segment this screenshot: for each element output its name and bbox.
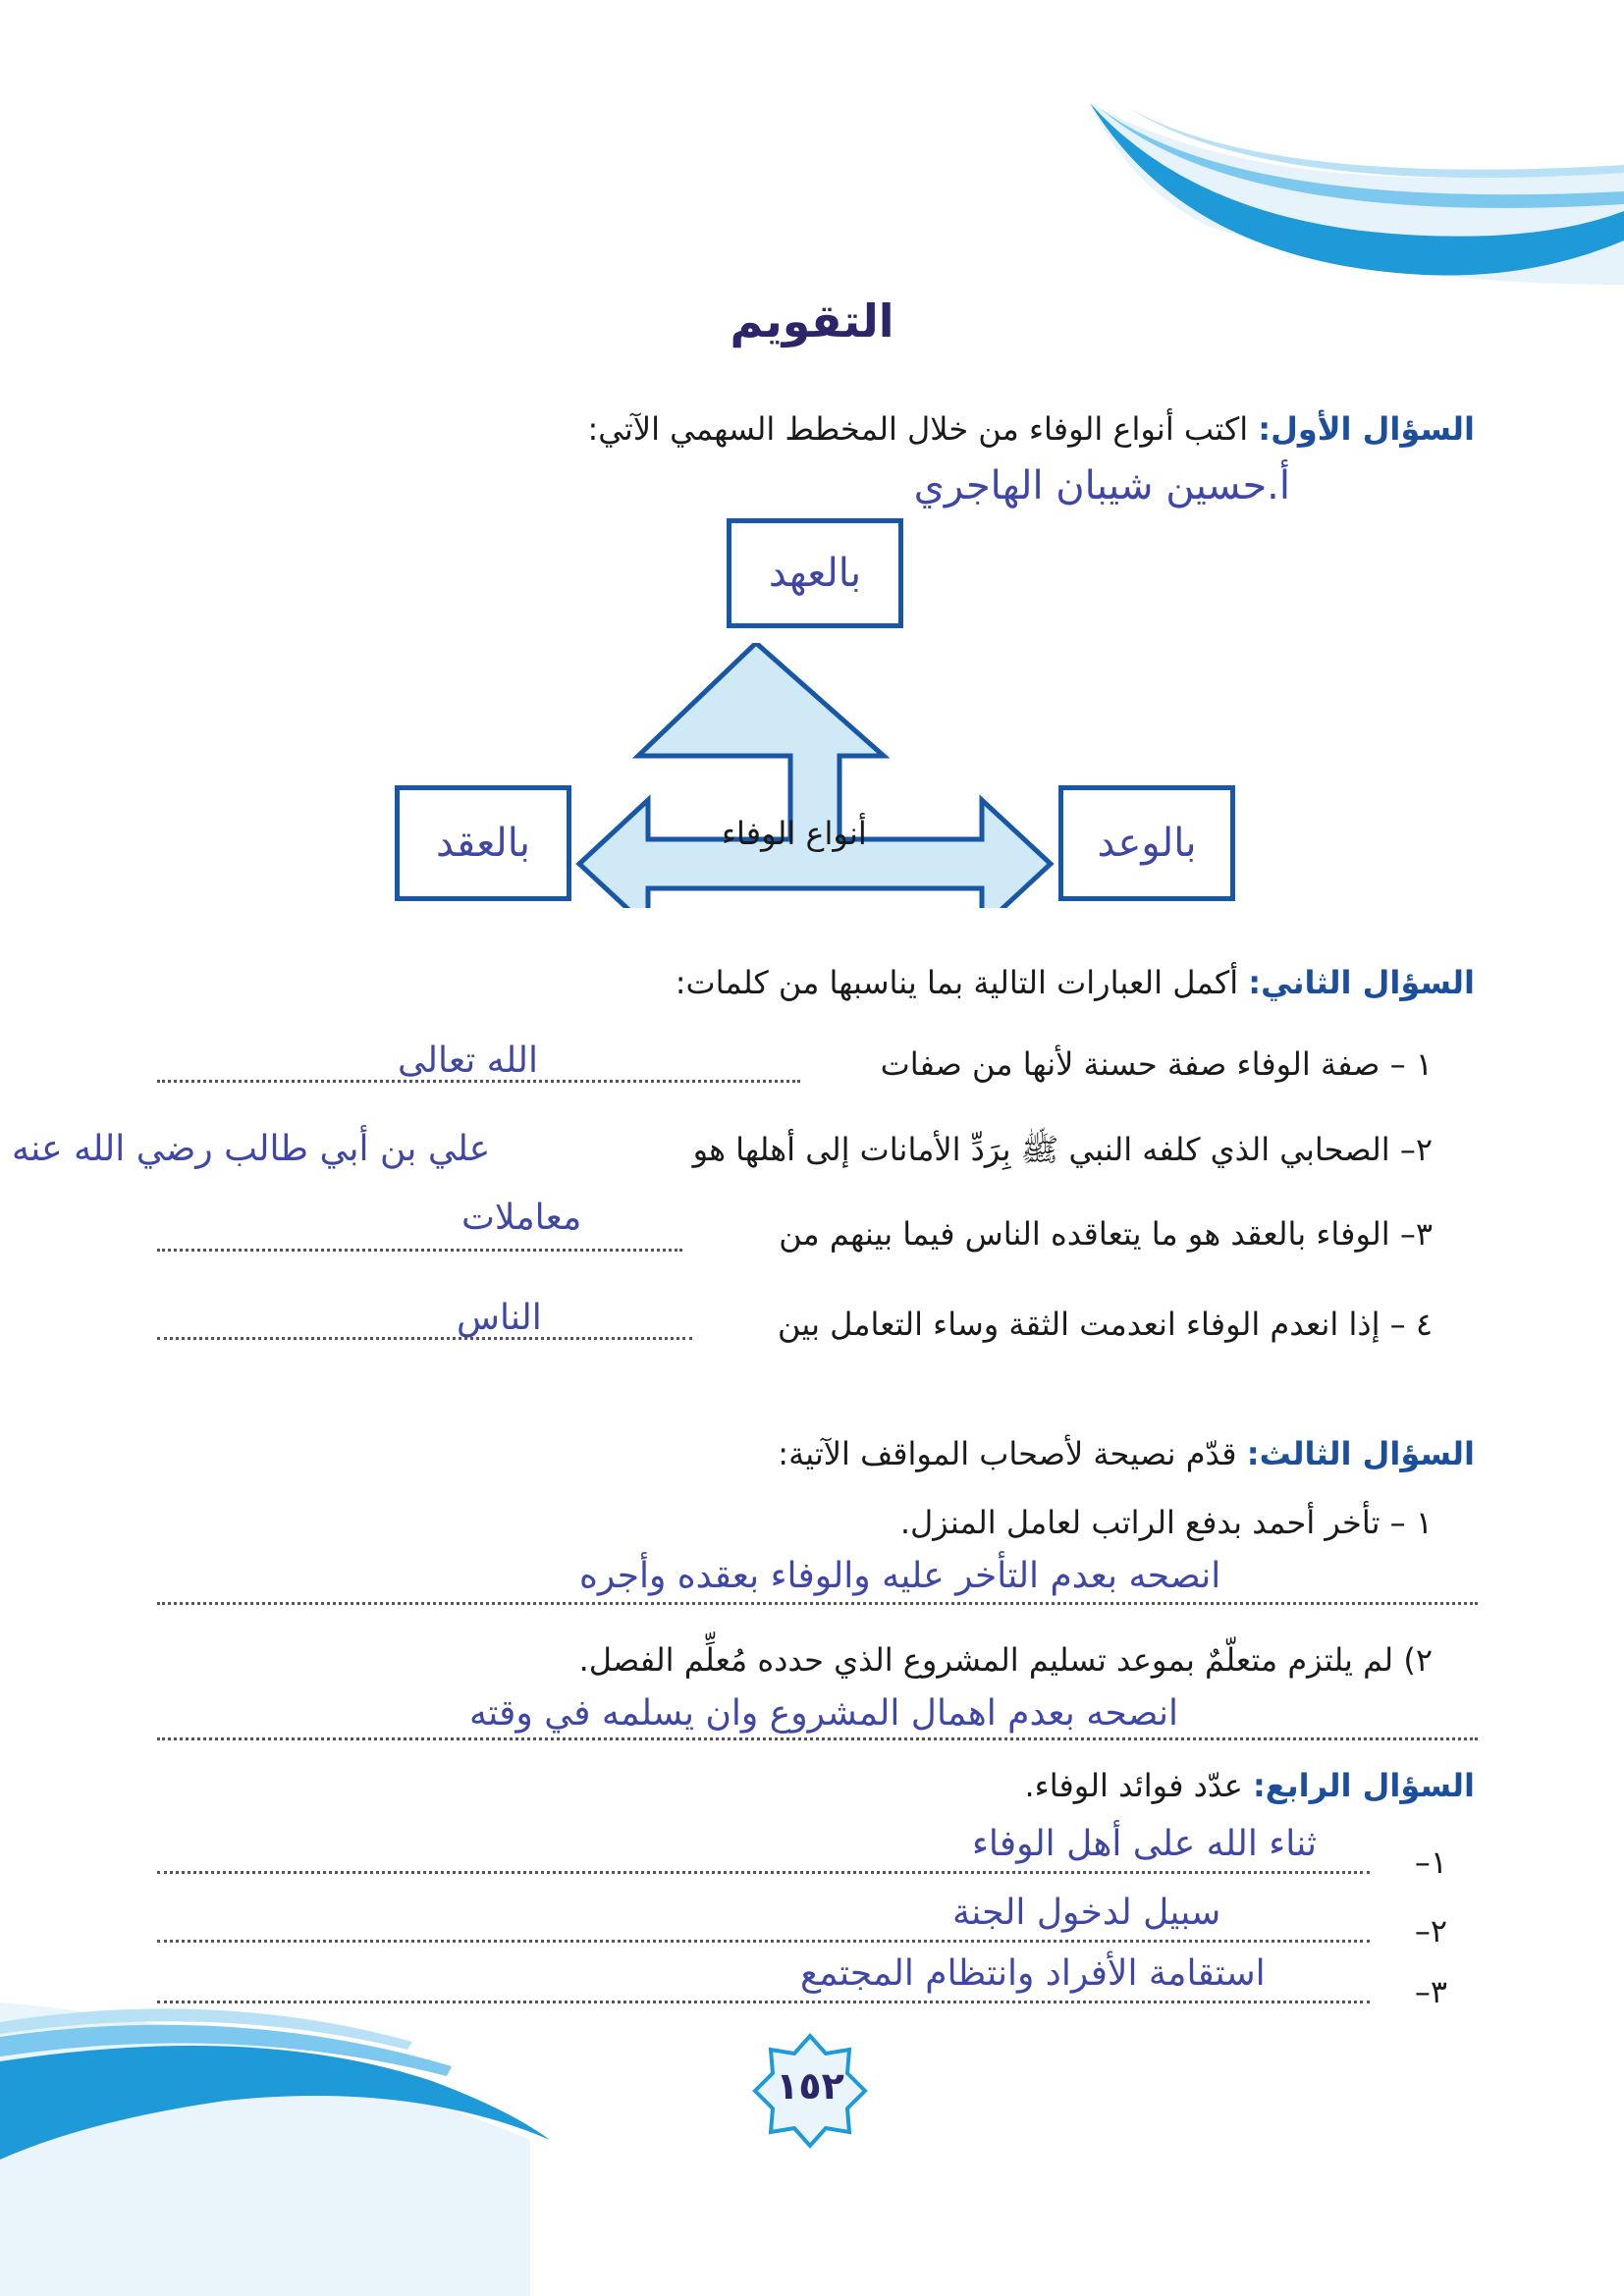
diagram-box-right-answer: بالوعد xyxy=(1097,821,1197,866)
q2-item-3-answer: معاملات xyxy=(461,1198,582,1238)
q2-item-2: ٢– الصحابي الذي كلفه النبي ﷺ بِرَدِّ الأمانات إلى أهلها هو xyxy=(692,1131,1433,1168)
page-number: ١٥٢ xyxy=(776,2064,844,2108)
question-2 xyxy=(676,964,1475,1001)
question-1-label: السؤال الأول: xyxy=(1258,410,1475,448)
teacher-name: أ.حسين شيبان الهاجري xyxy=(913,463,1290,508)
q4-item-1-number: ١– xyxy=(1414,1843,1447,1881)
diagram-box-right xyxy=(1058,785,1235,901)
q4-item-1-answer: ثناء الله على أهل الوفاء xyxy=(972,1824,1318,1864)
q3-item-1-blank xyxy=(157,1602,1478,1605)
q2-item-4: ٤ – إذا انعدم الوفاء انعدمت الثقة وساء التعامل بين xyxy=(778,1306,1433,1343)
arrow-diagram xyxy=(569,643,1060,908)
diagram-box-left-answer: بالعقد xyxy=(435,821,531,866)
question-4-label: السؤال الرابع: xyxy=(1252,1767,1475,1804)
question-4 xyxy=(1024,1767,1475,1804)
q2-item-4-blank xyxy=(157,1337,692,1340)
q2-item-3-blank xyxy=(157,1249,682,1252)
q2-item-1: ١ – صفة الوفاء صفة حسنة لأنها من صفات xyxy=(880,1045,1433,1083)
q2-item-2-answer: علي بن أبي طالب رضي الله عنه xyxy=(12,1129,491,1169)
q4-item-2-answer: سبيل لدخول الجنة xyxy=(952,1893,1221,1933)
diagram-box-left xyxy=(395,785,571,901)
arrow-shape xyxy=(579,643,1051,908)
q3-item-1: ١ – تأخر أحمد بدفع الراتب لعامل المنزل. xyxy=(899,1504,1433,1541)
q4-item-1-blank xyxy=(157,1871,1370,1874)
q3-item-1-answer: انصحه بعدم التأخر عليه والوفاء بعقده وأجره xyxy=(579,1556,1221,1596)
q3-item-2-answer: انصحه بعدم اهمال المشروع وان يسلمه في وقته xyxy=(469,1693,1178,1734)
diagram-box-top xyxy=(727,518,903,628)
q3-item-2: ٢) لم يلتزم متعلّمٌ بموعد تسليم المشروع الذي حدده مُعلِّم الفصل. xyxy=(578,1641,1433,1679)
q2-item-4-answer: الناس xyxy=(457,1298,542,1338)
q3-item-2-blank xyxy=(157,1737,1478,1740)
question-3 xyxy=(778,1435,1475,1472)
q4-item-2-blank xyxy=(157,1940,1370,1943)
q2-item-3: ٣– الوفاء بالعقد هو ما يتعاقده الناس فيما بينهم من xyxy=(779,1215,1433,1253)
q4-item-3-answer: استقامة الأفراد وانتظام المجتمع xyxy=(800,1953,1266,1994)
diagram-box-top-answer: بالعهد xyxy=(768,551,862,596)
question-3-label: السؤال الثالث: xyxy=(1246,1435,1475,1472)
question-1-text: اكتب أنواع الوفاء من خلال المخطط السهمي الآتي: xyxy=(587,410,1249,448)
question-1 xyxy=(587,410,1475,448)
question-2-label: السؤال الثاني: xyxy=(1248,964,1475,1001)
question-3-text: قدّم نصيحة لأصحاب المواقف الآتية: xyxy=(778,1435,1237,1472)
question-2-text: أكمل العبارات التالية بما يناسبها من كلمات: xyxy=(675,964,1239,1001)
diagram-center-label: أنواع الوفاء xyxy=(722,815,867,852)
question-4-text: عدّد فوائد الوفاء. xyxy=(1024,1767,1243,1804)
q4-item-3-blank xyxy=(157,2001,1370,2003)
page-title: التقويم xyxy=(730,294,894,347)
q4-item-2-number: ٢– xyxy=(1414,1912,1447,1949)
q2-item-1-answer: الله تعالى xyxy=(398,1041,538,1081)
q4-item-3-number: ٣– xyxy=(1414,1973,1447,2010)
